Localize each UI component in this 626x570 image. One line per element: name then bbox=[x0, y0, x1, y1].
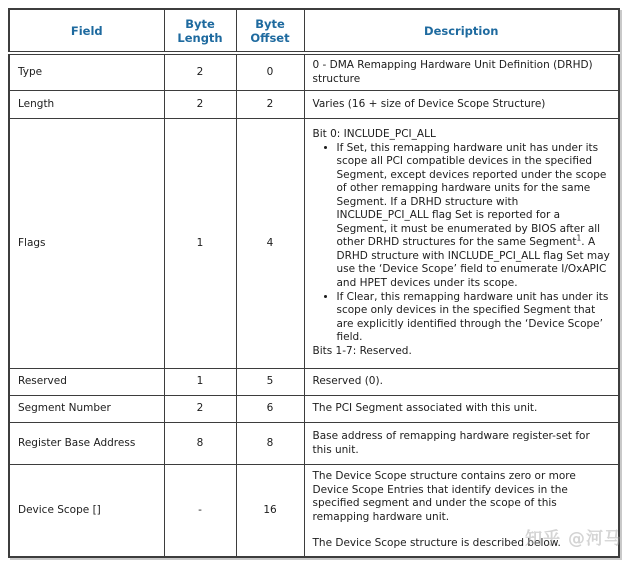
byte-offset-cell: 2 bbox=[236, 91, 304, 119]
field-cell: Length bbox=[9, 91, 164, 119]
byte-length-cell: - bbox=[164, 465, 236, 557]
field-cell: Reserved bbox=[9, 369, 164, 396]
byte-offset-cell: 8 bbox=[236, 423, 304, 465]
byte-offset-cell: 0 bbox=[236, 53, 304, 91]
table-row-reserved bbox=[9, 369, 619, 396]
description-cell bbox=[304, 465, 619, 557]
description-cell bbox=[304, 119, 619, 369]
byte-offset-cell: 5 bbox=[236, 369, 304, 396]
column-header-byte-offset: Byte Offset bbox=[236, 9, 304, 53]
table-row-segment-number bbox=[9, 396, 619, 423]
byte-length-cell: 2 bbox=[164, 396, 236, 423]
field-cell: Segment Number bbox=[9, 396, 164, 423]
description-cell: 0 - DMA Remapping Hardware Unit Definition (DRHD) structure bbox=[304, 53, 619, 91]
field-cell: Type bbox=[9, 53, 164, 91]
description-cell: Varies (16 + size of Device Scope Structure) bbox=[304, 91, 619, 119]
device-scope-note-paragraph: The Device Scope structure is described below. bbox=[312, 537, 561, 549]
table-row-register-base-address bbox=[9, 423, 619, 465]
table-row-length bbox=[9, 91, 619, 119]
column-header-field: Field bbox=[9, 9, 164, 53]
byte-offset-cell: 6 bbox=[236, 396, 304, 423]
byte-offset-cell: 4 bbox=[236, 119, 304, 369]
flags-bullet-list bbox=[313, 142, 611, 345]
table-row-device-scope bbox=[9, 465, 619, 557]
footnote-reference: 1 bbox=[576, 233, 582, 243]
byte-length-cell: 2 bbox=[164, 53, 236, 91]
description-cell: The PCI Segment associated with this unit. bbox=[304, 396, 619, 423]
drhd-structure-table bbox=[8, 8, 620, 558]
flags-bit0-label: Bit 0: INCLUDE_PCI_ALL bbox=[312, 128, 436, 141]
header-row bbox=[9, 9, 619, 53]
field-cell: Flags bbox=[9, 119, 164, 369]
column-header-byte-length: Byte Length bbox=[164, 9, 236, 53]
field-cell: Register Base Address bbox=[9, 423, 164, 465]
flags-bits1-7-label: Bits 1-7: Reserved. bbox=[312, 345, 412, 358]
zhihu-watermark: 知乎 @河马 bbox=[525, 529, 622, 549]
byte-length-cell: 1 bbox=[164, 369, 236, 396]
table-row-type bbox=[9, 53, 619, 91]
flags-bullet-if-set: • If Set, this remapping hardware unit has under its scope all PCI compatible devices in the specified Segment, except devices reported under the scope of other remapping hardware units for the same Segment. If a DRHD structure with INCLUDE_PCI_ALL flag Set is reported for a Segment, it must be enumerated by BIOS after all other DRHD structures for the same Segment$^1$. A DRHD structure with INCLUDE_PCI_ALL flag Set may use the ‘Device Scope’ field to enumerate I/OxAPIC and HPET devices under its scope. bbox=[337, 142, 611, 291]
byte-offset-cell: 16 bbox=[236, 465, 304, 557]
description-cell: Reserved (0). bbox=[304, 369, 619, 396]
field-cell: Device Scope [] bbox=[9, 465, 164, 557]
flags-bullet-if-clear: • If Clear, this remapping hardware unit has under its scope only devices in the specified Segment that are explicitly identified through the ‘Device Scope’ field. bbox=[337, 291, 611, 345]
column-header-description: Description bbox=[304, 9, 619, 53]
table-row-flags bbox=[9, 119, 619, 369]
byte-length-cell: 2 bbox=[164, 91, 236, 119]
byte-length-cell: 8 bbox=[164, 423, 236, 465]
byte-length-cell: 1 bbox=[164, 119, 236, 369]
drhd-structure-table-container bbox=[8, 8, 618, 558]
description-cell: Base address of remapping hardware register-set for this unit. bbox=[304, 423, 619, 465]
device-scope-description-paragraph: The Device Scope structure contains zero or more Device Scope Entries that identify devices in the specified segment and under the scope of this remapping hardware unit. bbox=[312, 470, 576, 523]
